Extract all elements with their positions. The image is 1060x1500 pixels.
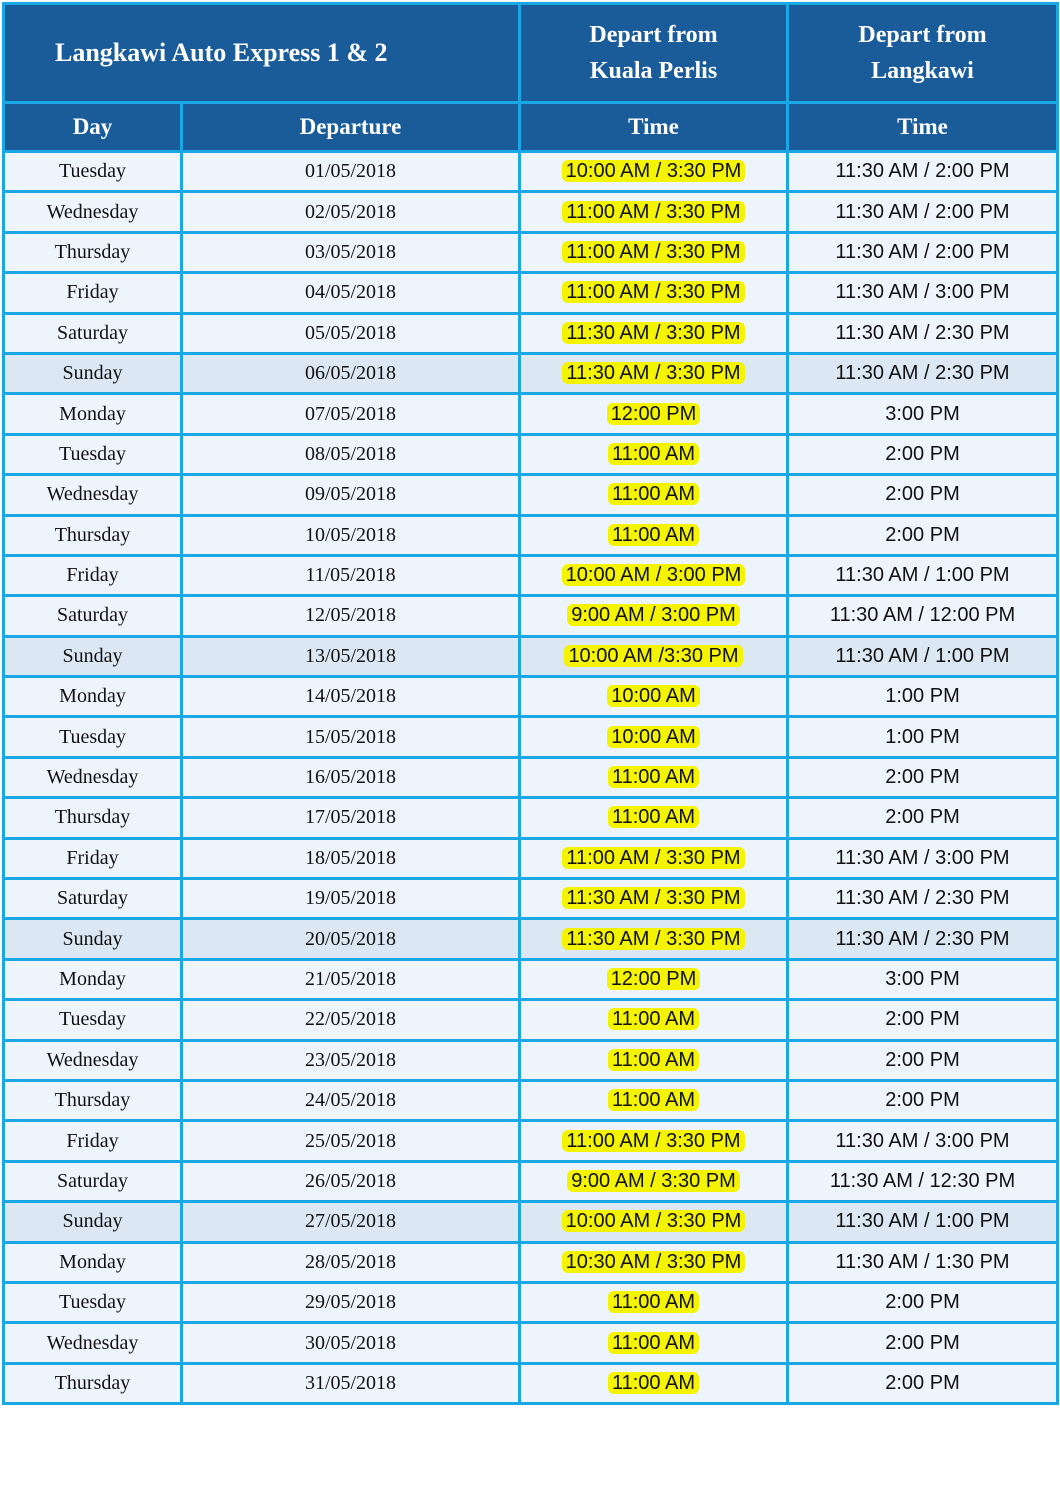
cell-time-kuala-perlis: [520, 394, 788, 434]
table-row: [4, 879, 1058, 919]
table-row: [4, 959, 1058, 999]
highlighted-time: 11:30 AM / 3:30 PM: [562, 887, 744, 909]
cell-departure-date: 28/05/2018: [182, 1242, 520, 1282]
table-row: [4, 434, 1058, 474]
cell-time-langkawi: 11:30 AM / 2:00 PM: [788, 232, 1058, 272]
cell-departure-date: 11/05/2018: [182, 555, 520, 595]
cell-departure-date: 01/05/2018: [182, 152, 520, 192]
cell-day: Friday: [4, 838, 182, 878]
table-row: [4, 1363, 1058, 1403]
cell-time-langkawi: 11:30 AM / 3:00 PM: [788, 273, 1058, 313]
highlighted-time: 12:00 PM: [607, 968, 701, 990]
header-lk-line2: Langkawi: [871, 58, 974, 84]
cell-day: Wednesday: [4, 475, 182, 515]
header-kp-line2: Kuala Perlis: [589, 58, 718, 84]
cell-departure-date: 24/05/2018: [182, 1080, 520, 1120]
cell-departure-date: 23/05/2018: [182, 1040, 520, 1080]
cell-time-kuala-perlis: [520, 273, 788, 313]
cell-departure-date: 08/05/2018: [182, 434, 520, 474]
highlighted-time: 11:00 AM: [608, 1332, 699, 1354]
cell-departure-date: 25/05/2018: [182, 1121, 520, 1161]
cell-day: Monday: [4, 1242, 182, 1282]
table-row: [4, 757, 1058, 797]
highlighted-time: 11:00 AM / 3:30 PM: [562, 847, 744, 869]
table-row: [4, 636, 1058, 676]
header-row-top: [4, 4, 1058, 103]
cell-time-langkawi: 11:30 AM / 3:00 PM: [788, 1121, 1058, 1161]
cell-time-langkawi: 2:00 PM: [788, 1000, 1058, 1040]
cell-time-langkawi: 2:00 PM: [788, 1323, 1058, 1363]
cell-time-kuala-perlis: [520, 1161, 788, 1201]
cell-day: Friday: [4, 273, 182, 313]
cell-day: Wednesday: [4, 1323, 182, 1363]
header-lk-line1: Depart from: [858, 22, 987, 48]
cell-departure-date: 29/05/2018: [182, 1282, 520, 1322]
table-row: [4, 798, 1058, 838]
cell-departure-date: 31/05/2018: [182, 1363, 520, 1403]
cell-day: Tuesday: [4, 1282, 182, 1322]
cell-departure-date: 04/05/2018: [182, 273, 520, 313]
cell-day: Thursday: [4, 798, 182, 838]
cell-time-kuala-perlis: [520, 1040, 788, 1080]
table-row: [4, 1282, 1058, 1322]
table-row: [4, 192, 1058, 232]
highlighted-time: 11:00 AM: [608, 443, 699, 465]
cell-departure-date: 13/05/2018: [182, 636, 520, 676]
cell-time-kuala-perlis: [520, 1121, 788, 1161]
cell-departure-date: 26/05/2018: [182, 1161, 520, 1201]
cell-time-kuala-perlis: [520, 838, 788, 878]
highlighted-time: 10:30 AM / 3:30 PM: [562, 1251, 746, 1273]
cell-time-kuala-perlis: [520, 1363, 788, 1403]
table-row: [4, 1242, 1058, 1282]
table-row: [4, 838, 1058, 878]
cell-time-kuala-perlis: [520, 879, 788, 919]
cell-time-langkawi: 2:00 PM: [788, 798, 1058, 838]
highlighted-time: 12:00 PM: [607, 403, 701, 425]
cell-day: Sunday: [4, 919, 182, 959]
cell-time-langkawi: 3:00 PM: [788, 394, 1058, 434]
cell-time-langkawi: 2:00 PM: [788, 434, 1058, 474]
table-row: [4, 1080, 1058, 1120]
cell-departure-date: 27/05/2018: [182, 1202, 520, 1242]
cell-departure-date: 03/05/2018: [182, 232, 520, 272]
column-header-time-langkawi: Time: [788, 103, 1058, 152]
cell-time-kuala-perlis: [520, 636, 788, 676]
cell-day: Tuesday: [4, 434, 182, 474]
table-row: [4, 1202, 1058, 1242]
cell-time-kuala-perlis: [520, 757, 788, 797]
cell-time-kuala-perlis: [520, 515, 788, 555]
table-row: [4, 1040, 1058, 1080]
column-header-departure: Departure: [182, 103, 520, 152]
cell-departure-date: 15/05/2018: [182, 717, 520, 757]
table-row: [4, 394, 1058, 434]
highlighted-time: 11:00 AM / 3:30 PM: [562, 241, 744, 263]
cell-time-kuala-perlis: [520, 677, 788, 717]
cell-day: Friday: [4, 1121, 182, 1161]
column-header-day: Day: [4, 103, 182, 152]
cell-time-langkawi: 3:00 PM: [788, 959, 1058, 999]
highlighted-time: 10:00 AM / 3:00 PM: [562, 564, 746, 586]
highlighted-time: 11:00 AM: [608, 1049, 699, 1071]
cell-departure-date: 10/05/2018: [182, 515, 520, 555]
header-depart-kuala-perlis: [520, 4, 788, 103]
table-row: [4, 1161, 1058, 1201]
cell-day: Saturday: [4, 1161, 182, 1201]
cell-time-kuala-perlis: [520, 717, 788, 757]
table-row: [4, 232, 1058, 272]
highlighted-time: 11:00 AM: [608, 1089, 699, 1111]
cell-day: Wednesday: [4, 192, 182, 232]
highlighted-time: 11:00 AM: [608, 1372, 699, 1394]
cell-time-langkawi: 2:00 PM: [788, 1080, 1058, 1120]
cell-departure-date: 07/05/2018: [182, 394, 520, 434]
cell-time-kuala-perlis: [520, 1323, 788, 1363]
table-row: [4, 475, 1058, 515]
header-kp-line1: Depart from: [589, 22, 718, 48]
cell-departure-date: 02/05/2018: [182, 192, 520, 232]
cell-time-kuala-perlis: [520, 798, 788, 838]
cell-time-kuala-perlis: [520, 959, 788, 999]
cell-day: Sunday: [4, 636, 182, 676]
cell-departure-date: 09/05/2018: [182, 475, 520, 515]
cell-time-kuala-perlis: [520, 1080, 788, 1120]
highlighted-time: 11:30 AM / 3:30 PM: [562, 928, 744, 950]
cell-time-kuala-perlis: [520, 475, 788, 515]
cell-time-kuala-perlis: [520, 1242, 788, 1282]
cell-time-kuala-perlis: [520, 232, 788, 272]
schedule-title: Langkawi Auto Express 1 & 2: [4, 4, 520, 103]
table-row: [4, 677, 1058, 717]
cell-day: Saturday: [4, 596, 182, 636]
table-row: [4, 353, 1058, 393]
cell-time-langkawi: 11:30 AM / 3:00 PM: [788, 838, 1058, 878]
cell-time-langkawi: 11:30 AM / 2:30 PM: [788, 313, 1058, 353]
highlighted-time: 10:00 AM: [607, 685, 700, 707]
cell-time-langkawi: 2:00 PM: [788, 757, 1058, 797]
cell-time-langkawi: 11:30 AM / 1:00 PM: [788, 636, 1058, 676]
cell-departure-date: 30/05/2018: [182, 1323, 520, 1363]
cell-day: Thursday: [4, 1363, 182, 1403]
cell-day: Tuesday: [4, 1000, 182, 1040]
cell-departure-date: 06/05/2018: [182, 353, 520, 393]
header-row-columns: [4, 103, 1058, 152]
cell-day: Thursday: [4, 515, 182, 555]
cell-departure-date: 14/05/2018: [182, 677, 520, 717]
table-row: [4, 1323, 1058, 1363]
cell-time-kuala-perlis: [520, 192, 788, 232]
highlighted-time: 11:00 AM: [608, 483, 699, 505]
highlighted-time: 11:00 AM: [608, 1008, 699, 1030]
cell-time-kuala-perlis: [520, 596, 788, 636]
schedule-body: [4, 152, 1058, 1404]
cell-day: Friday: [4, 555, 182, 595]
highlighted-time: 10:00 AM / 3:30 PM: [562, 1210, 746, 1232]
cell-time-langkawi: 1:00 PM: [788, 717, 1058, 757]
table-row: [4, 1000, 1058, 1040]
cell-time-kuala-perlis: [520, 919, 788, 959]
cell-time-langkawi: 2:00 PM: [788, 1040, 1058, 1080]
cell-time-langkawi: 2:00 PM: [788, 1363, 1058, 1403]
table-row: [4, 596, 1058, 636]
cell-day: Monday: [4, 677, 182, 717]
cell-time-langkawi: 11:30 AM / 2:30 PM: [788, 879, 1058, 919]
cell-departure-date: 17/05/2018: [182, 798, 520, 838]
cell-time-kuala-perlis: [520, 555, 788, 595]
cell-day: Tuesday: [4, 717, 182, 757]
cell-day: Sunday: [4, 353, 182, 393]
cell-departure-date: 16/05/2018: [182, 757, 520, 797]
cell-time-langkawi: 11:30 AM / 2:30 PM: [788, 353, 1058, 393]
highlighted-time: 11:30 AM / 3:30 PM: [562, 322, 744, 344]
cell-day: Saturday: [4, 313, 182, 353]
table-row: [4, 515, 1058, 555]
cell-time-kuala-perlis: [520, 152, 788, 192]
table-row: [4, 273, 1058, 313]
cell-day: Monday: [4, 959, 182, 999]
cell-day: Wednesday: [4, 1040, 182, 1080]
schedule-container: [2, 2, 1059, 1405]
cell-time-kuala-perlis: [520, 1000, 788, 1040]
highlighted-time: 11:00 AM: [608, 524, 699, 546]
cell-time-langkawi: 2:00 PM: [788, 475, 1058, 515]
highlighted-time: 11:00 AM / 3:30 PM: [562, 281, 744, 303]
table-row: [4, 555, 1058, 595]
cell-departure-date: 18/05/2018: [182, 838, 520, 878]
cell-time-kuala-perlis: [520, 1202, 788, 1242]
cell-time-kuala-perlis: [520, 353, 788, 393]
cell-day: Monday: [4, 394, 182, 434]
cell-time-langkawi: 11:30 AM / 2:00 PM: [788, 152, 1058, 192]
highlighted-time: 11:00 AM / 3:30 PM: [562, 1130, 744, 1152]
column-header-time-kuala-perlis: Time: [520, 103, 788, 152]
highlighted-time: 11:00 AM / 3:30 PM: [562, 201, 744, 223]
cell-day: Thursday: [4, 232, 182, 272]
cell-time-langkawi: 11:30 AM / 1:00 PM: [788, 555, 1058, 595]
highlighted-time: 11:00 AM: [608, 806, 699, 828]
highlighted-time: 11:00 AM: [608, 766, 699, 788]
cell-day: Thursday: [4, 1080, 182, 1120]
cell-time-kuala-perlis: [520, 313, 788, 353]
cell-departure-date: 05/05/2018: [182, 313, 520, 353]
cell-time-langkawi: 11:30 AM / 12:30 PM: [788, 1161, 1058, 1201]
cell-day: Wednesday: [4, 757, 182, 797]
cell-time-langkawi: 11:30 AM / 1:00 PM: [788, 1202, 1058, 1242]
cell-time-langkawi: 11:30 AM / 2:00 PM: [788, 192, 1058, 232]
cell-departure-date: 20/05/2018: [182, 919, 520, 959]
ferry-schedule-table: [2, 2, 1059, 1405]
table-row: [4, 717, 1058, 757]
cell-departure-date: 19/05/2018: [182, 879, 520, 919]
cell-time-langkawi: 2:00 PM: [788, 515, 1058, 555]
highlighted-time: 9:00 AM / 3:00 PM: [567, 604, 740, 626]
cell-departure-date: 22/05/2018: [182, 1000, 520, 1040]
cell-time-langkawi: 11:30 AM / 12:00 PM: [788, 596, 1058, 636]
table-row: [4, 919, 1058, 959]
cell-time-langkawi: 2:00 PM: [788, 1282, 1058, 1322]
highlighted-time: 10:00 AM: [607, 726, 700, 748]
cell-time-kuala-perlis: [520, 434, 788, 474]
highlighted-time: 11:00 AM: [608, 1291, 699, 1313]
table-row: [4, 1121, 1058, 1161]
highlighted-time: 11:30 AM / 3:30 PM: [562, 362, 744, 384]
cell-time-langkawi: 1:00 PM: [788, 677, 1058, 717]
cell-day: Sunday: [4, 1202, 182, 1242]
highlighted-time: 10:00 AM / 3:30 PM: [562, 160, 746, 182]
cell-departure-date: 12/05/2018: [182, 596, 520, 636]
cell-time-langkawi: 11:30 AM / 1:30 PM: [788, 1242, 1058, 1282]
cell-time-langkawi: 11:30 AM / 2:30 PM: [788, 919, 1058, 959]
cell-time-kuala-perlis: [520, 1282, 788, 1322]
table-row: [4, 152, 1058, 192]
header-depart-langkawi: [788, 4, 1058, 103]
highlighted-time: 10:00 AM /3:30 PM: [564, 645, 742, 667]
cell-departure-date: 21/05/2018: [182, 959, 520, 999]
table-row: [4, 313, 1058, 353]
highlighted-time: 9:00 AM / 3:30 PM: [567, 1170, 740, 1192]
cell-day: Saturday: [4, 879, 182, 919]
cell-day: Tuesday: [4, 152, 182, 192]
